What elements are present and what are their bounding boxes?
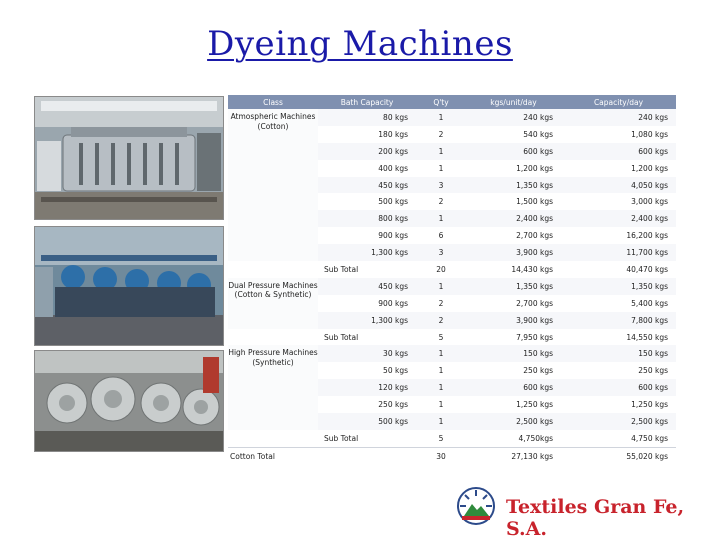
capacity-per-day-cell: 600 kgs [561, 379, 676, 396]
bath-capacity-cell: 80 kgs [318, 109, 416, 126]
capacity-per-day-cell: 2,400 kgs [561, 210, 676, 227]
quantity-cell: 1 [416, 345, 466, 362]
capacity-per-day-cell: 2,500 kgs [561, 413, 676, 430]
capacity-per-day-cell: 1,350 kgs [561, 278, 676, 295]
bath-capacity-cell: 30 kgs [318, 345, 416, 362]
kgs-per-unit-cell: 3,900 kgs [466, 312, 561, 329]
subtotal-row [228, 430, 676, 447]
company-name: Textiles Gran Fe, S.A. [506, 496, 685, 540]
atmospheric-machines-photo [34, 96, 224, 220]
total-kgs-per-unit: 27,130 kgs [466, 447, 561, 464]
quantity-cell: 2 [416, 312, 466, 329]
subtotal-label: Sub Total [318, 329, 416, 346]
quantity-cell: 1 [416, 109, 466, 126]
bath-capacity-cell: 450 kgs [318, 177, 416, 194]
quantity-cell: 1 [416, 413, 466, 430]
kgs-per-unit-cell: 1,350 kgs [466, 177, 561, 194]
subtotal-quantity: 5 [416, 430, 466, 447]
kgs-per-unit-cell: 600 kgs [466, 379, 561, 396]
capacity-per-day-cell: 16,200 kgs [626, 231, 668, 241]
capacity-per-day-cell: 250 kgs [638, 366, 668, 376]
quantity-cell: 2 [438, 298, 444, 308]
subtotal-label: Sub Total [318, 430, 416, 447]
machine-class-label: High Pressure Machines (Synthetic) [228, 345, 318, 429]
quantity-cell: 1 [416, 379, 466, 396]
page-title: Dyeing Machines [207, 24, 513, 64]
subtotal-quantity: 5 [416, 329, 466, 346]
bath-capacity-cell: 250 kgs [378, 400, 408, 410]
subtotal-kgs-per-unit: 14,430 kgs [466, 261, 561, 278]
high-pressure-machines-photo [34, 350, 224, 452]
capacity-per-day-cell: 5,400 kgs [631, 298, 668, 308]
kgs-per-unit-cell: 1,250 kgs [516, 400, 553, 410]
bath-capacity-cell: 900 kgs [378, 231, 408, 241]
table-header-row [228, 95, 676, 109]
subtotal-row [228, 261, 676, 278]
column-header: Class [228, 95, 318, 109]
column-header: Bath Capacity [318, 95, 416, 109]
dyeing-machines-table [228, 95, 676, 465]
subtotal-capacity: 14,550 kgs [561, 329, 676, 346]
kgs-per-unit-cell: 240 kgs [466, 109, 561, 126]
total-capacity: 55,020 kgs [561, 447, 676, 464]
quantity-cell: 3 [416, 244, 466, 261]
column-header: kgs/unit/day [466, 95, 561, 109]
capacity-per-day-cell: 11,700 kgs [561, 244, 676, 261]
machine-class-label: Atmospheric Machines (Cotton) [228, 109, 318, 261]
subtotal-kgs-per-unit: 7,950 kgs [466, 329, 561, 346]
kgs-per-unit-cell: 2,700 kgs [516, 231, 553, 241]
table-row [228, 345, 676, 362]
bath-capacity-cell: 200 kgs [318, 143, 416, 160]
column-header: Capacity/day [561, 95, 676, 109]
kgs-per-unit-cell: 1,200 kgs [516, 163, 553, 173]
subtotal-capacity: 40,470 kgs [561, 261, 676, 278]
kgs-per-unit-cell: 1,350 kgs [466, 278, 561, 295]
total-row [228, 447, 676, 464]
quantity-cell: 1 [438, 366, 444, 376]
kgs-per-unit-cell: 1,500 kgs [516, 197, 553, 207]
bath-capacity-cell: 50 kgs [383, 366, 408, 376]
quantity-cell: 2 [438, 129, 444, 139]
kgs-per-unit-cell: 3,900 kgs [466, 244, 561, 261]
kgs-per-unit-cell: 540 kgs [523, 129, 553, 139]
quantity-cell: 1 [416, 143, 466, 160]
bath-capacity-cell: 180 kgs [378, 129, 408, 139]
quantity-cell: 6 [438, 231, 444, 241]
capacity-per-day-cell: 240 kgs [561, 109, 676, 126]
kgs-per-unit-cell: 150 kgs [466, 345, 561, 362]
column-header: Q'ty [416, 95, 466, 109]
total-label: Cotton Total [228, 447, 318, 464]
bath-capacity-cell: 500 kgs [378, 197, 408, 207]
kgs-per-unit-cell: 2,500 kgs [466, 413, 561, 430]
capacity-per-day-cell: 3,000 kgs [631, 197, 668, 207]
quantity-cell: 1 [416, 210, 466, 227]
bath-capacity-cell: 450 kgs [318, 278, 416, 295]
total-quantity: 30 [416, 447, 466, 464]
subtotal-quantity: 20 [416, 261, 466, 278]
table-row [228, 109, 676, 126]
subtotal-row [228, 329, 676, 346]
machine-class-label: Dual Pressure Machines (Cotton & Synthetic) [228, 278, 318, 329]
bath-capacity-cell: 800 kgs [318, 210, 416, 227]
company-logo-icon [456, 486, 496, 526]
bath-capacity-cell: 400 kgs [378, 163, 408, 173]
kgs-per-unit-cell: 2,700 kgs [516, 298, 553, 308]
quantity-cell: 2 [438, 197, 444, 207]
capacity-per-day-cell: 7,800 kgs [561, 312, 676, 329]
capacity-per-day-cell: 150 kgs [561, 345, 676, 362]
kgs-per-unit-cell: 250 kgs [523, 366, 553, 376]
kgs-per-unit-cell: 600 kgs [466, 143, 561, 160]
quantity-cell: 1 [438, 400, 444, 410]
subtotal-label: Sub Total [318, 261, 416, 278]
capacity-per-day-cell: 4,050 kgs [561, 177, 676, 194]
subtotal-kgs-per-unit: 4,750kgs [466, 430, 561, 447]
capacity-per-day-cell: 1,250 kgs [631, 400, 668, 410]
subtotal-capacity: 4,750 kgs [561, 430, 676, 447]
table-row [228, 278, 676, 295]
capacity-per-day-cell: 600 kgs [561, 143, 676, 160]
quantity-cell: 3 [416, 177, 466, 194]
capacity-per-day-cell: 1,200 kgs [631, 163, 668, 173]
quantity-cell: 1 [416, 278, 466, 295]
bath-capacity-cell: 900 kgs [378, 298, 408, 308]
bath-capacity-cell: 1,300 kgs [318, 312, 416, 329]
capacity-per-day-cell: 1,080 kgs [631, 129, 668, 139]
kgs-per-unit-cell: 2,400 kgs [466, 210, 561, 227]
bath-capacity-cell: 120 kgs [318, 379, 416, 396]
bath-capacity-cell: 1,300 kgs [318, 244, 416, 261]
bath-capacity-cell: 500 kgs [318, 413, 416, 430]
quantity-cell: 1 [438, 163, 444, 173]
dual-pressure-machines-photo [34, 226, 224, 346]
